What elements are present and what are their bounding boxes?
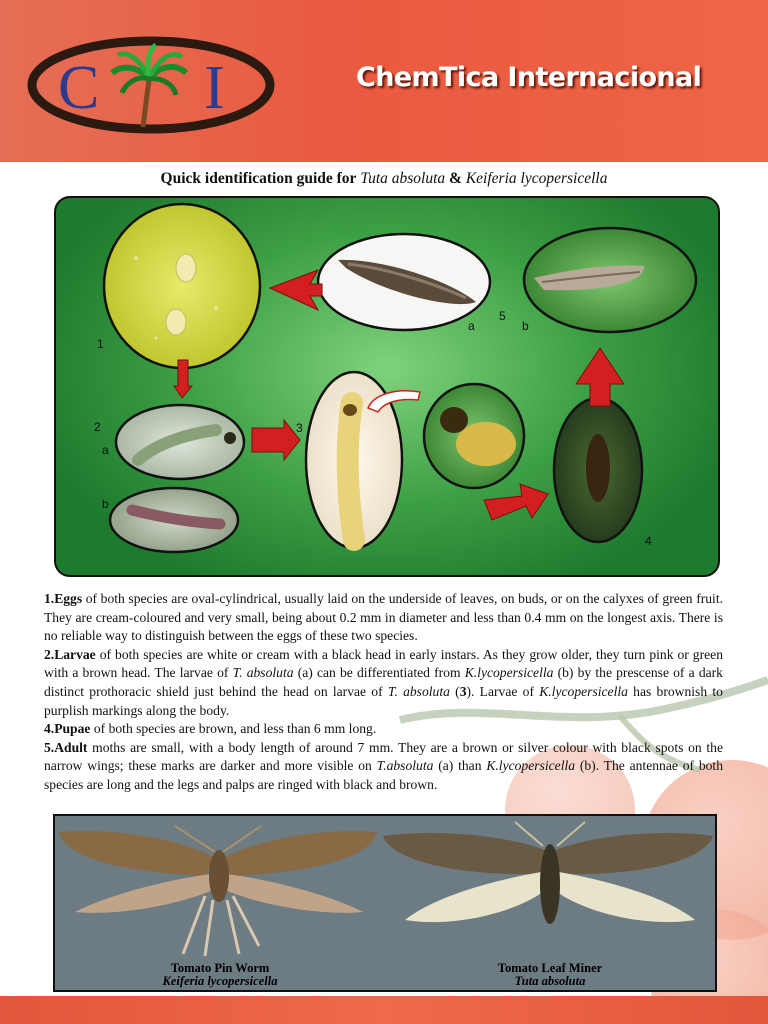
larvae-text-6: has brownish to purplish markings along the body.: [44, 683, 723, 718]
caption-leaf-miner-scientific: Tuta absoluta: [514, 974, 586, 988]
larvae-species-3: T. absoluta: [387, 683, 450, 699]
pupae-paragraph: [44, 720, 723, 739]
larvae-paragraph: [44, 646, 723, 720]
larva-green-photo: [116, 405, 244, 479]
larvae-text-5: ). Larvae of: [466, 683, 540, 699]
arrow-larvae-to-closeup: [252, 420, 300, 460]
larvae-species-4: K.lycopersicella: [539, 683, 628, 699]
pupae-text: of both species are brown, and less than 6 mm long.: [90, 721, 377, 737]
caption-pin-worm-common: Tomato Pin Worm: [170, 961, 270, 975]
larvae-ref-number: 3: [459, 683, 467, 699]
larvae-species-1: T. absoluta: [232, 665, 294, 681]
pupa-photo: [554, 398, 642, 542]
moth-comparison-panel: [53, 814, 717, 992]
life-cycle-panel: [54, 196, 720, 577]
adult-text-3: (b). The antennae of both species are long and the legs and palps are ringed with black and brown.: [44, 758, 723, 792]
eggs-heading: 1.Eggs: [44, 591, 83, 606]
caption-pin-worm: [55, 962, 385, 988]
palm-tree-icon: [112, 45, 186, 127]
description-text: [44, 590, 723, 795]
label-stage-4: 4: [645, 534, 652, 548]
label-stage-5b: b: [522, 319, 529, 333]
footer-bar: [0, 996, 768, 1024]
adult-moth-a-photo: [318, 234, 490, 330]
header-banner: [0, 0, 768, 162]
adult-moth-b-photo: [524, 228, 696, 332]
larva-head-photo: [424, 384, 524, 488]
brand-name: ChemTica Internacional: [356, 62, 702, 93]
adult-paragraph: [44, 739, 723, 795]
pupae-heading: 4.Pupae: [44, 721, 91, 737]
eggs-paragraph: [44, 590, 723, 646]
label-stage-2: 2: [94, 420, 101, 434]
arrow-adult-to-eggs: [270, 270, 322, 310]
caption-leaf-miner-common: Tomato Leaf Miner: [497, 961, 603, 975]
life-cycle-diagram: [56, 198, 718, 575]
title-species-2: Keiferia lycopersicella: [465, 170, 608, 187]
adult-text-2: (a) than: [433, 758, 487, 774]
caption-leaf-miner: [385, 962, 715, 988]
label-stage-5: 5: [499, 309, 506, 323]
label-stage-2a: a: [102, 443, 109, 457]
title-amp: &: [449, 170, 462, 187]
adult-text-1: moths are small, with a body length of around 7 mm. They are a brown or silver colour with black spots on the narrow wings; these marks are darker and more visible on: [44, 739, 723, 774]
page-title: [0, 170, 768, 188]
larvae-heading: 2.Larvae: [44, 646, 96, 662]
label-stage-1: 1: [97, 337, 104, 351]
larvae-text-4: (: [449, 683, 460, 699]
larvae-text-3: (b) by the prescense of a dark distinct prothoracic shield just behind the head on larvae of: [44, 665, 723, 699]
adult-species-1: T.absoluta: [376, 758, 434, 774]
larvae-text-2: (a) can be differentiated from: [293, 665, 465, 681]
eggs-text: of both species are oval-cylindrical, usually laid on the underside of leaves, on buds, or on the calyxes of green fruit. They are cream-coloured and very small, being about 0.2 mm in diameter and less than 0.4 mm on the longest axis. There is no reliable way to distinguish between the eggs of these two species.: [44, 591, 723, 644]
larva-pink-photo: [110, 488, 238, 552]
logo-letter-i: I: [204, 54, 225, 122]
arrow-pupa-to-adult: [576, 348, 624, 406]
tomato-pin-worm-photo: [59, 826, 377, 956]
adult-species-2: K.lycopersicella: [486, 758, 576, 774]
caption-pin-worm-scientific: Keiferia lycopersicella: [162, 974, 278, 988]
adult-heading: 5.Adult: [44, 739, 88, 755]
tomato-leaf-miner-photo: [383, 822, 713, 924]
cti-logo: [26, 35, 276, 135]
logo-letter-c: C: [58, 54, 100, 122]
arrow-closeup-to-pupa: [484, 484, 548, 520]
larvae-species-2: K.lycopersicella: [464, 665, 554, 681]
label-stage-5a: a: [468, 319, 475, 333]
larvae-text-1: of both species are white or cream with a black head in early instars. As they grow older, they turn pink or green with a brown head. The larvae of: [44, 646, 723, 681]
title-lead: Quick identification guide for: [160, 170, 357, 187]
title-species-1: Tuta absoluta: [360, 170, 446, 187]
label-stage-3: 3: [296, 421, 303, 435]
eggs-photo: [104, 204, 260, 368]
label-stage-2b: b: [102, 497, 109, 511]
